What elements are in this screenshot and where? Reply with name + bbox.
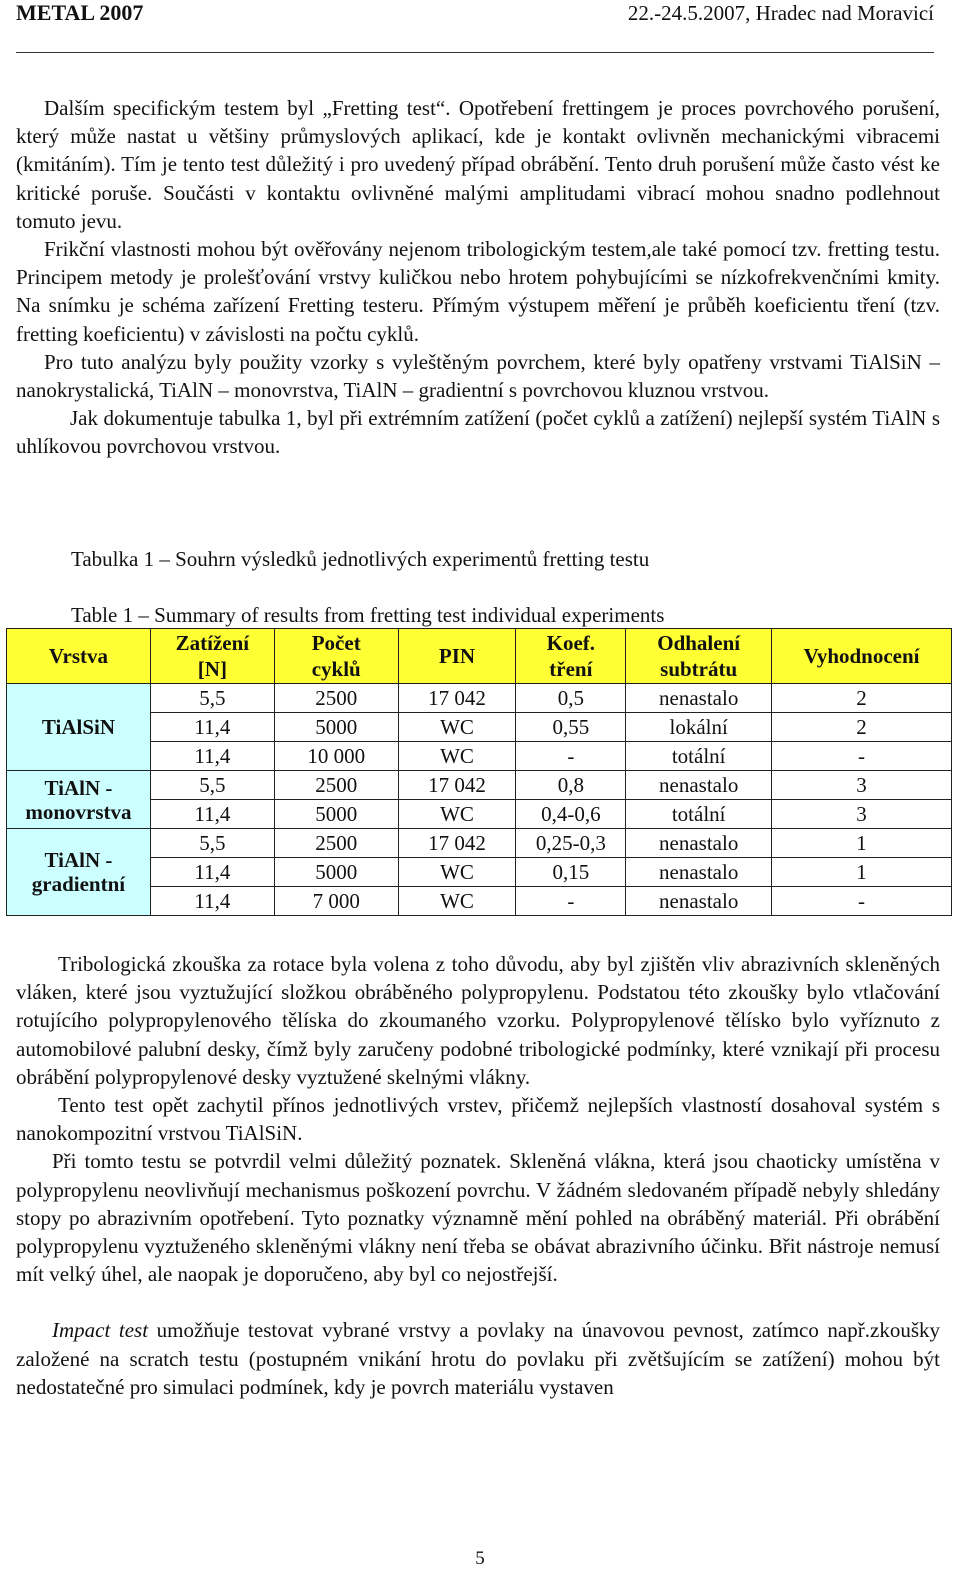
table-cell: 0,8 bbox=[516, 771, 626, 800]
impact-test-description: umožňuje testovat vybrané vrstvy a povlaky na únavovou pevnost, zatímco např.zkoušky založené na scratch testu (postupném vnikání hrotu do povlaku při zvětšujícím se zatížení) mohou být nedostatečné pro simulaci podmínek, kdy je povrch materiálu vystaven bbox=[16, 1318, 940, 1399]
layer-cell-tialn-gradientni: TiAlN - gradientní bbox=[7, 829, 151, 916]
running-header bbox=[16, 0, 934, 53]
table-cell: 2500 bbox=[274, 829, 398, 858]
impact-test-term: Impact test bbox=[52, 1318, 149, 1343]
layer-cell-tialn-monovrstva: TiAlN - monovrstva bbox=[7, 771, 151, 829]
table-cell: 5,5 bbox=[150, 684, 274, 713]
text-block-top bbox=[16, 94, 940, 461]
text-block-bottom bbox=[16, 950, 940, 1401]
table-cell: 3 bbox=[772, 800, 952, 829]
table-cell: 7 000 bbox=[274, 887, 398, 916]
conference-date-place: 22.-24.5.2007, Hradec nad Moravicí bbox=[627, 1, 934, 25]
paragraph-fretting-intro: Dalším specifickým testem byl „Fretting test“. Opotřebení frettingem je proces povrchového porušení, který může nastat u většiny průmyslových aplikací, kde je kontakt ovlivněn mechanickými vibracemi (kmitáním). Tím je tento test důležitý i pro uvedený případ obrábění. Tento druh porušení může často vést ke kritické poruše. Součásti v kontaktu ovlivněné malými amplitudami vibrací mohou snadno podlehnout tomuto jevu. bbox=[16, 96, 940, 233]
table-cell: 5,5 bbox=[150, 771, 274, 800]
table-cell: totální bbox=[626, 800, 772, 829]
table-cell: 17 042 bbox=[398, 771, 516, 800]
col-header-koef-treni: Koef. tření bbox=[516, 629, 626, 684]
table-cell: 2500 bbox=[274, 771, 398, 800]
table-cell: 0,25-0,3 bbox=[516, 829, 626, 858]
table-cell: - bbox=[772, 742, 952, 771]
table-caption-cz: Tabulka 1 – Souhrn výsledků jednotlivých experimentů fretting testu bbox=[71, 547, 650, 571]
table-cell: 11,4 bbox=[150, 858, 274, 887]
table-cell: 11,4 bbox=[150, 742, 274, 771]
table-row bbox=[7, 684, 952, 713]
table-cell: nenastalo bbox=[626, 771, 772, 800]
conference-name: METAL 2007 bbox=[16, 0, 144, 25]
table-cell: WC bbox=[398, 800, 516, 829]
col-header-vyhodnoceni: Vyhodnocení bbox=[772, 629, 952, 684]
table-cell: 10 000 bbox=[274, 742, 398, 771]
table-cell: WC bbox=[398, 742, 516, 771]
table-row bbox=[7, 829, 952, 858]
col-header-pin: PIN bbox=[398, 629, 516, 684]
table-cell: WC bbox=[398, 887, 516, 916]
table-cell: 0,15 bbox=[516, 858, 626, 887]
table-cell: - bbox=[516, 887, 626, 916]
table-cell: nenastalo bbox=[626, 858, 772, 887]
layer-cell-tialsin: TiAlSiN bbox=[7, 684, 151, 771]
table-header-row bbox=[7, 629, 952, 684]
table-cell: 1 bbox=[772, 858, 952, 887]
table-cell: 0,4-0,6 bbox=[516, 800, 626, 829]
table-cell: totální bbox=[626, 742, 772, 771]
page-number: 5 bbox=[475, 1548, 485, 1569]
table-cell: 5,5 bbox=[150, 829, 274, 858]
table-cell: 2 bbox=[772, 713, 952, 742]
table-cell: 17 042 bbox=[398, 829, 516, 858]
table-cell: nenastalo bbox=[626, 887, 772, 916]
table-cell: 11,4 bbox=[150, 887, 274, 916]
table-cell: 1 bbox=[772, 829, 952, 858]
table-cell: 2 bbox=[772, 684, 952, 713]
results-table bbox=[6, 628, 952, 916]
table-cell: WC bbox=[398, 858, 516, 887]
paragraph-tribological-test: Tribologická zkouška za rotace byla volena z toho důvodu, aby byl zjištěn vliv abrazivních skleněných vláken, které jsou vyztužující složkou obráběného polypropylenu. Podstatou této zkoušky bylo vtlačování rotujícího polypropylenového tělíska do zkoumaného vzorku. Polypropylenové tělísko bylo vyříznuto z automobilové palubní desky, čímž byly zaručeny podobné tribologické podmínky, které vznikají při procesu obrábění polypropylenové desky vyztužené skelnými vlákny. bbox=[16, 952, 940, 1089]
paragraph-impact-test bbox=[16, 1316, 940, 1401]
table-cell: 5000 bbox=[274, 800, 398, 829]
paragraph-friction-properties: Frikční vlastnosti mohou být ověřovány nejenom tribologickým testem,ale také pomocí tzv. fretting testu. Principem metody je prolešťování vrstvy kuličkou nebo hrotem pohybujícími se nízkofrekvenčními kmity. Na snímku je schéma zařízení Fretting testeru. Přímým výstupem měření je průběh koeficientu tření (tzv. fretting koeficientu) v závislosti na počtu cyklů. bbox=[16, 237, 940, 346]
col-header-pocet-cyklu: Počet cyklů bbox=[274, 629, 398, 684]
table-cell: 5000 bbox=[274, 858, 398, 887]
table-cell: 5000 bbox=[274, 713, 398, 742]
table-cell: 0,5 bbox=[516, 684, 626, 713]
paragraph-table-summary: Jak dokumentuje tabulka 1, byl při extrémním zatížení (počet cyklů a zatížení) nejlepší systém TiAlN s uhlíkovou povrchovou vrstvou. bbox=[16, 406, 940, 459]
table-row bbox=[7, 771, 952, 800]
table-cell: nenastalo bbox=[626, 684, 772, 713]
table-cell: WC bbox=[398, 713, 516, 742]
table-cell: 2500 bbox=[274, 684, 398, 713]
table-cell: nenastalo bbox=[626, 829, 772, 858]
paragraph-glass-fibres: Při tomto testu se potvrdil velmi důležitý poznatek. Skleněná vlákna, která jsou chaoticky umístěna v polypropylenu neovlivňují mechanismus poškození povrchu. V žádném sledovaném případě nebyly shledány stopy po abrazivním opotřebení. Tyto poznatky významně mění pohled na obráběný materiál. Při obrábění polypropylenu vyztuženého skleněnými vlákny není třeba se obávat abrazivního účinku. Břit nástroje nemusí mít velký úhel, ale naopak je doporučeno, aby byl co nejostřejší. bbox=[16, 1149, 940, 1287]
col-header-vrstva: Vrstva bbox=[7, 629, 151, 684]
table-cell: - bbox=[772, 887, 952, 916]
paragraph-samples: Pro tuto analýzu byly použity vzorky s vyleštěným povrchem, které byly opatřeny vrstvami TiAlSiN – nanokrystalická, TiAlN – monovrstva, TiAlN – gradientní s povrchovou kluznou vrstvou. bbox=[16, 349, 940, 403]
table-caption-en: Table 1 – Summary of results from fretting test individual experiments bbox=[71, 603, 665, 627]
table-cell: 0,55 bbox=[516, 713, 626, 742]
table-cell: 11,4 bbox=[150, 713, 274, 742]
table-cell: 11,4 bbox=[150, 800, 274, 829]
paragraph-layer-contribution: Tento test opět zachytil přínos jednotlivých vrstev, přičemž nejlepších vlastností dosahoval systém s nanokompozitní vrstvou TiAlSiN. bbox=[16, 1093, 940, 1146]
col-header-odhaleni: Odhalení subtrátu bbox=[626, 629, 772, 684]
col-header-zatizeni: Zatížení [N] bbox=[150, 629, 274, 684]
table-cell: 3 bbox=[772, 771, 952, 800]
table-cell: - bbox=[516, 742, 626, 771]
table-cell: lokální bbox=[626, 713, 772, 742]
table-cell: 17 042 bbox=[398, 684, 516, 713]
